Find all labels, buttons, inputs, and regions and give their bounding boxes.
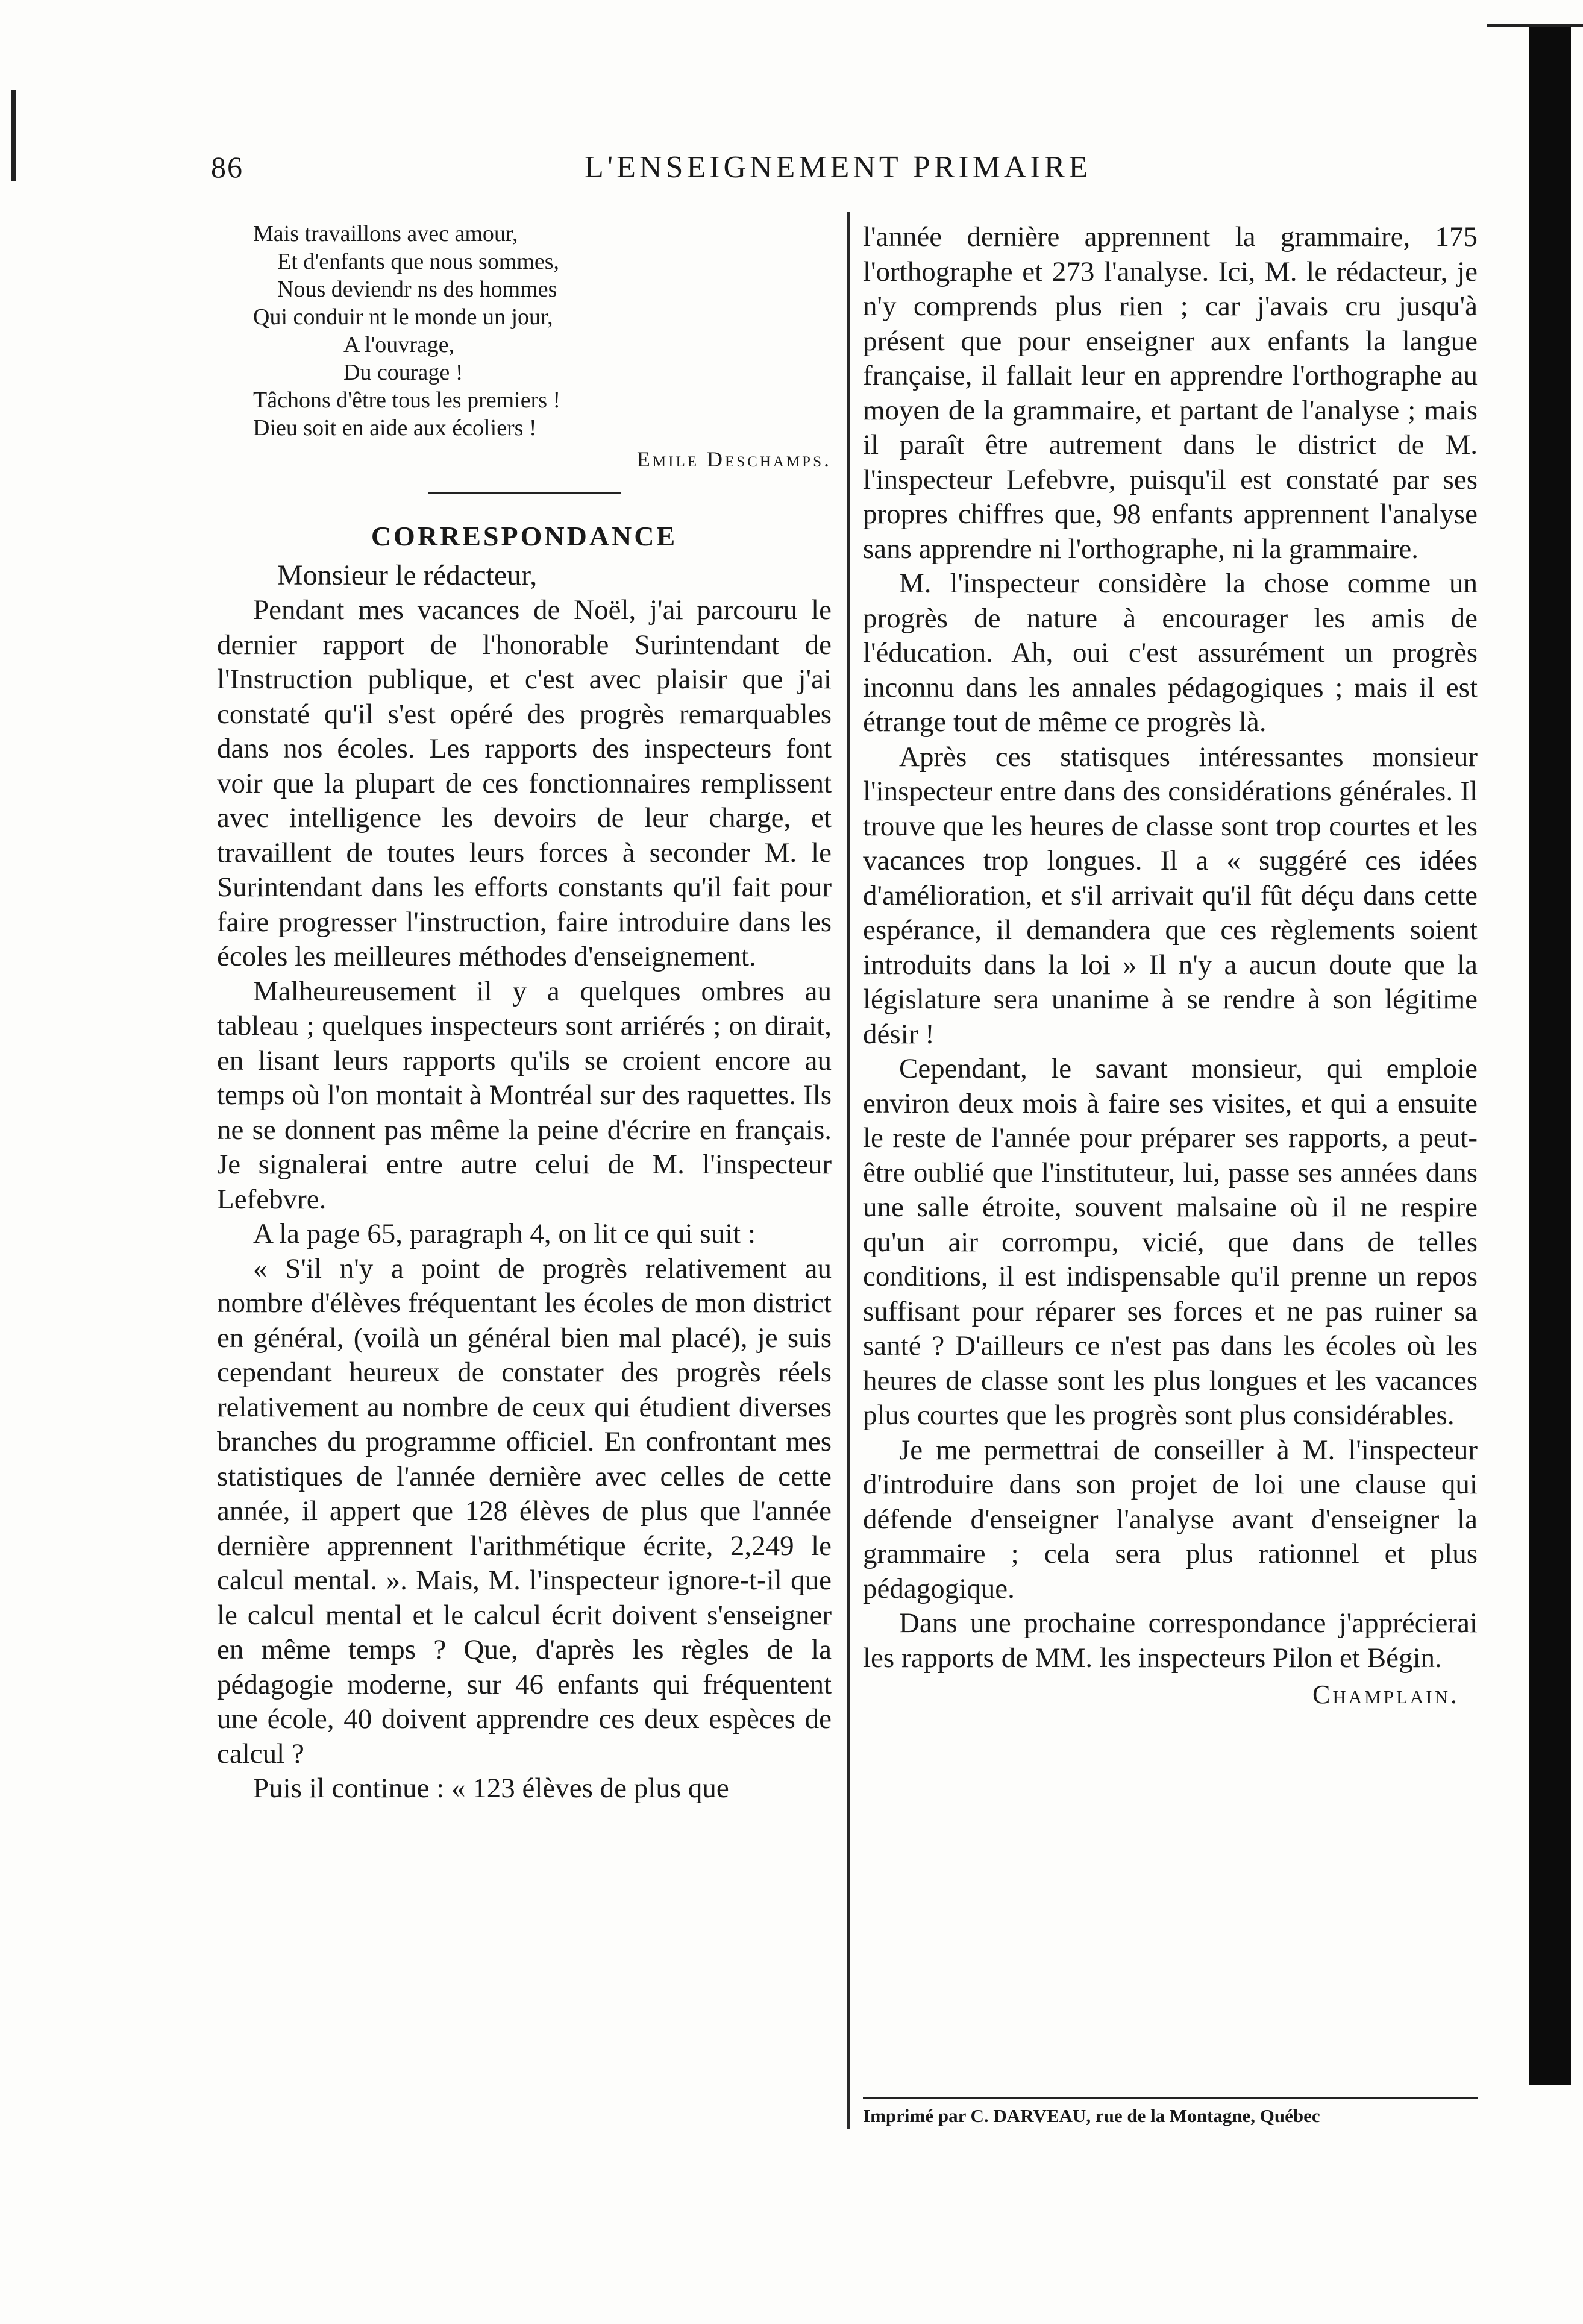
page-number: 86 (211, 150, 243, 184)
scan-edge-top (1487, 0, 1583, 27)
ornament-divider (217, 476, 832, 500)
paragraph: Puis il continue : « 123 élèves de plus que (253, 1773, 729, 1804)
right-column (863, 220, 1478, 1710)
poem-line: Et d'enfants que nous sommes, (277, 249, 560, 274)
scan-mark (11, 90, 16, 181)
column-divider (847, 212, 850, 2129)
paragraph: Après ces statisques intéressantes monsieur l'inspecteur entre dans des considérations générales. Il trouve que les heures de classe sont trop courtes et les vacances trop longues. Il a « suggéré ces idées d'amélioration, et s'il arrivait qu'il fût déçu dans cette espérance, il demandera que ces règlements soient introduits dans la loi » Il n'y a aucun doute que la législature sera unanime à se rendre à son légitime désir ! (863, 741, 1478, 1050)
poem-author: Emile Deschamps. (636, 447, 832, 471)
poem (253, 220, 832, 442)
paragraph: Cependant, le savant monsieur, qui emploie environ deux mois à faire ses visites, et qui a ensuite le reste de l'année pour préparer ses rapports, a peut-être oublié que l'instituteur, lui, passe ses années dans une salle étroite, souvent malsaine où il ne respire qu'un air corrompu, vicié, que dans de telles conditions, il est indispensable qu'il prenne un repos suffisant pour réparer ses forces et ne pas ruiner sa santé ? D'ailleurs ce n'est pas dans les écoles où les heures de classe sont les plus longues et les vacances plus courtes que les progrès sont plus considérables. (863, 1053, 1478, 1431)
poem-line: Du courage ! (343, 360, 463, 385)
paragraph: A la page 65, paragraph 4, on lit ce qui suit : (253, 1218, 756, 1249)
poem-line: Dieu soit en aide aux écoliers ! (253, 415, 537, 441)
paragraph: Malheureusement il y a quelques ombres au tableau ; quelques inspecteurs sont arriérés ; on dirait, en lisant leurs rapports qu'ils se croient encore au temps où l'on montait à Montréal sur des raquettes. Ils ne se donnent pas même la peine d'écrire en français. Je signalerai entre autre celui de M. l'inspecteur Lefebvre. (217, 975, 832, 1215)
scan-dark-edge (1529, 0, 1571, 2085)
paragraph: Dans une prochaine correspondance j'apprécierai les rapports de MM. les inspecteurs Pilon et Bégin. (863, 1607, 1478, 1674)
paragraph: « S'il n'y a point de progrès relativement au nombre d'élèves fréquentant les écoles de mon district en général, (voilà un général bien mal placé), je suis cependant heureux de constater des progrès réels relativement au nombre de ceux qui étudient diverses branches du programme officiel. En confrontant mes statistiques de l'année dernière avec celles de cette année, il appert que 128 élèves de plus que l'année dernière apprennent l'arithmétique écrite, 2,249 le calcul mental. ». Mais, M. l'inspecteur ignore-t-il que le calcul mental et le calcul écrit doivent s'enseigner en même temps ? Que, d'après les règles de la pédagogie moderne, sur 46 enfants qui fréquentent une école, 40 doivent apprendre ces deux espèces de calcul ? (217, 1252, 832, 1770)
paragraph: M. l'inspecteur considère la chose comme un progrès de nature à encourager les amis de l'éducation. Ah, oui c'est assurément un progrès inconnu dans les annales pédagogiques ; mais il est étrange tout de même ce progrès là. (863, 568, 1478, 738)
salutation: Monsieur le rédacteur, (277, 559, 538, 591)
section-title: CORRESPONDANCE (371, 521, 678, 551)
left-column (217, 220, 832, 1806)
poem-line: Mais travaillons avec amour, (253, 221, 518, 247)
poem-line: A l'ouvrage, (343, 332, 455, 357)
signature: Champlain. (1312, 1680, 1459, 1709)
poem-line: Tâchons d'être tous les premiers ! (253, 388, 561, 413)
printer-imprint: Imprimé par C. DARVEAU, rue de la Montagne, Québec (863, 2097, 1478, 2127)
paragraph: l'année dernière apprennent la grammaire, 175 l'orthographe et 273 l'analyse. Ici, M. le rédacteur, je n'y comprends plus rien ; car j'avais cru jusqu'à présent que pour enseigner aux enfants la langue française, il fallait leur en apprendre l'orthographe au moyen de la grammaire, et partant de l'analyse ; mais il paraît être autrement dans le district de M. l'inspecteur Lefebvre, puisqu'il est constaté par ses propres chiffres que, 98 enfants apprennent l'analyse sans apprendre ni l'orthographe, ni la grammaire. (863, 221, 1478, 565)
paragraph: Pendant mes vacances de Noël, j'ai parcouru le dernier rapport de l'honorable Surintendant de l'Instruction publique, et c'est avec plaisir que j'ai constaté qu'il s'est opéré des progrès remarquables dans nos écoles. Les rapports des inspecteurs font voir que la plupart de ces fonctionnaires remplissent avec intelligence les devoirs de leur charge, et travaillent de toutes leurs forces à seconder M. le Surintendant dans les efforts constants qu'il fait pour faire progresser l'instruction, faire introduire dans les écoles les meilleures méthodes d'enseignement. (217, 594, 832, 972)
running-head (211, 149, 1229, 192)
paragraph: Je me permettrai de conseiller à M. l'inspecteur d'introduire dans son projet de loi une clause qui défende d'enseigner l'analyse avant d'enseigner la grammaire ; cela sera plus rationnel et plus pédagogique. (863, 1434, 1478, 1604)
poem-line: Nous deviendr ns des hommes (277, 277, 557, 302)
journal-title: L'ENSEIGNEMENT PRIMAIRE (585, 150, 1092, 184)
poem-line: Qui conduir nt le monde un jour, (253, 304, 553, 330)
